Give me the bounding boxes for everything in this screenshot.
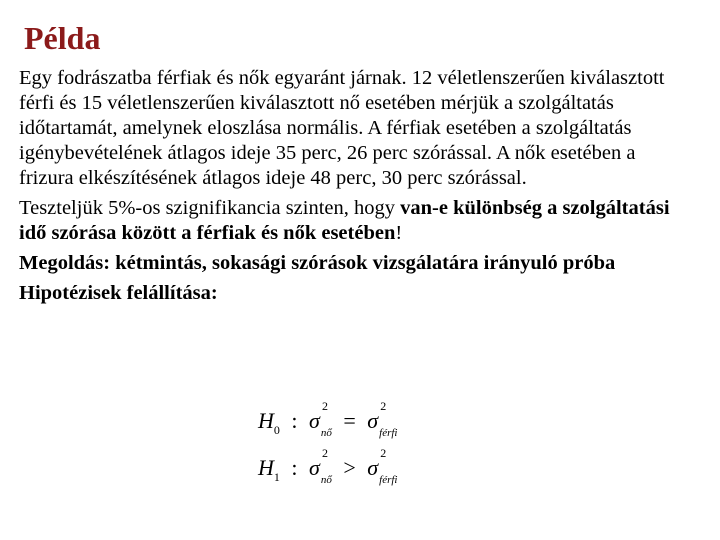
h1-index: 1 [273, 470, 280, 484]
problem-statement: Egy fodrászatba férfiak és nők egyaránt járnak. 12 véletlenszerűen kiválasztott férfi és 15 véletlenszerűen kiválasztott nő esetében mérjük a szolgáltatás időtartamát, amelynek eloszlása normális. A férfiak esetében a szolgáltatás igénybevételének átlagos ideje 35 perc, 26 perc szórással. A nők esetében a frizura elkészítésének átlagos ideje 48 perc, 30 perc szórással. [19, 67, 665, 189]
task-statement [19, 196, 694, 246]
task-suffix: ! [395, 222, 403, 244]
h0-index: 0 [273, 423, 280, 437]
h1-relation: > [343, 455, 356, 480]
alternative-hypothesis-formula [258, 446, 398, 486]
h1-sigma-left: σ 2 $_{nő}$ [309, 446, 332, 486]
h0-colon: : [291, 408, 298, 433]
h0-sigma-right: σ 2 $_{férfi}$ [367, 399, 398, 439]
h1-symbol: H [258, 455, 274, 480]
solution-line: Megoldás: kétmintás, sokasági szórások vizsgálatára irányuló próba [19, 252, 616, 274]
task-emphasis: van-e különbség a szolgáltatási idő szórása között a férfiak és nők esetében [19, 197, 670, 244]
h0-sigma-left: σ 2 $_{nő}$ [309, 399, 332, 439]
task-prefix: Teszteljük 5%-os szignifikancia szinten, hogy [19, 197, 401, 219]
h0-relation: = [343, 408, 356, 433]
h0-symbol: H [258, 408, 274, 433]
null-hypothesis-formula [258, 399, 398, 439]
h1-colon: : [291, 455, 298, 480]
h1-sigma-right: σ 2 $_{férfi}$ [367, 446, 398, 486]
slide-body [19, 66, 694, 311]
hypotheses-heading: Hipotézisek felállítása: [19, 282, 218, 304]
slide-title: Példa [24, 20, 101, 56]
